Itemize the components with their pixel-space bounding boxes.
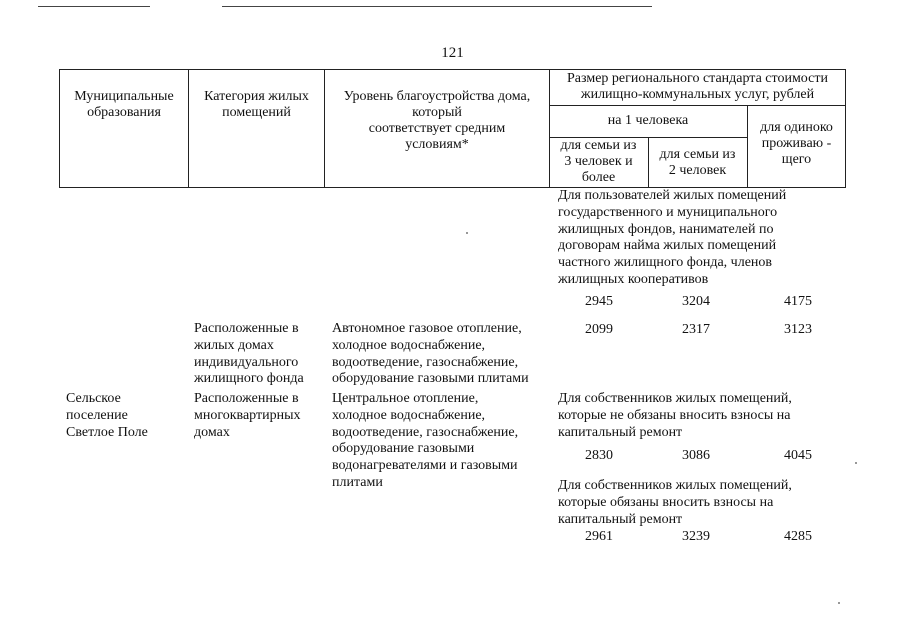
value-cell: 3086 xyxy=(682,448,710,463)
header-category: Категория жилых помещений xyxy=(204,89,309,120)
level-individual: Автономное газовое отопление, холодное водоснабжение, водоотведение, газоснабжение, оборудование газовыми плитами xyxy=(332,321,529,387)
scan-speck xyxy=(838,602,840,604)
level-apartment: Центральное отопление, холодное водоснабжение, водоотведение, газоснабжение, оборудование газовыми водонагревателями и газовыми плитами xyxy=(332,391,519,490)
value-cell: 2317 xyxy=(682,322,710,337)
table-border xyxy=(845,69,846,188)
note-capital-repair: Для собственников жилых помещений, которые обязаны вносить взносы на капитальный ремонт xyxy=(558,478,792,527)
header-municipal: Муниципальные образования xyxy=(74,89,174,120)
table-header xyxy=(59,69,846,188)
header-family-2: для семьи из 2 человек xyxy=(659,147,736,178)
table-border xyxy=(59,69,60,188)
header-regional-standard: Размер регионального стандарта стоимости жилищно-коммунальных услуг, рублей xyxy=(567,71,828,102)
table-border xyxy=(59,69,846,70)
section1-note: Для пользователей жилых помещений государственного и муниципального жилищных фондов, нанимателей по договорам найма жилых помещений частного жилищного фонда, членов жилищных кооперативов xyxy=(558,188,787,287)
municipality-name: Сельское поселение Светлое Поле xyxy=(66,391,148,440)
header-single: для одиноко проживаю - щего xyxy=(760,120,833,167)
header-comfort-level: Уровень благоустройства дома, который соответствует средним условиям* xyxy=(343,89,531,152)
value-cell: 2961 xyxy=(585,529,613,544)
top-rule xyxy=(222,6,652,7)
value-cell: 4285 xyxy=(784,529,812,544)
header-per-person: на 1 человека xyxy=(607,113,689,128)
note-no-capital-repair: Для собственников жилых помещений, которые не обязаны вносить взносы на капитальный ремонт xyxy=(558,391,792,440)
top-rule xyxy=(38,6,150,7)
value-cell: 3239 xyxy=(682,529,710,544)
header-family-3: для семьи из 3 человек и более xyxy=(560,138,637,185)
value-cell: 3204 xyxy=(682,294,710,309)
category-apartment: Расположенные в многоквартирных домах xyxy=(194,391,301,440)
page-number: 121 xyxy=(441,45,464,61)
table-border xyxy=(324,69,325,188)
table-border xyxy=(549,105,846,106)
value-cell: 2945 xyxy=(585,294,613,309)
value-cell: 4175 xyxy=(784,294,812,309)
value-cell: 2099 xyxy=(585,322,613,337)
scan-speck xyxy=(466,232,468,234)
value-cell: 3123 xyxy=(784,322,812,337)
category-individual: Расположенные в жилых домах индивидуального жилищного фонда xyxy=(194,321,304,387)
table-border xyxy=(188,69,189,188)
value-cell: 4045 xyxy=(784,448,812,463)
scan-speck xyxy=(855,462,857,464)
value-cell: 2830 xyxy=(585,448,613,463)
